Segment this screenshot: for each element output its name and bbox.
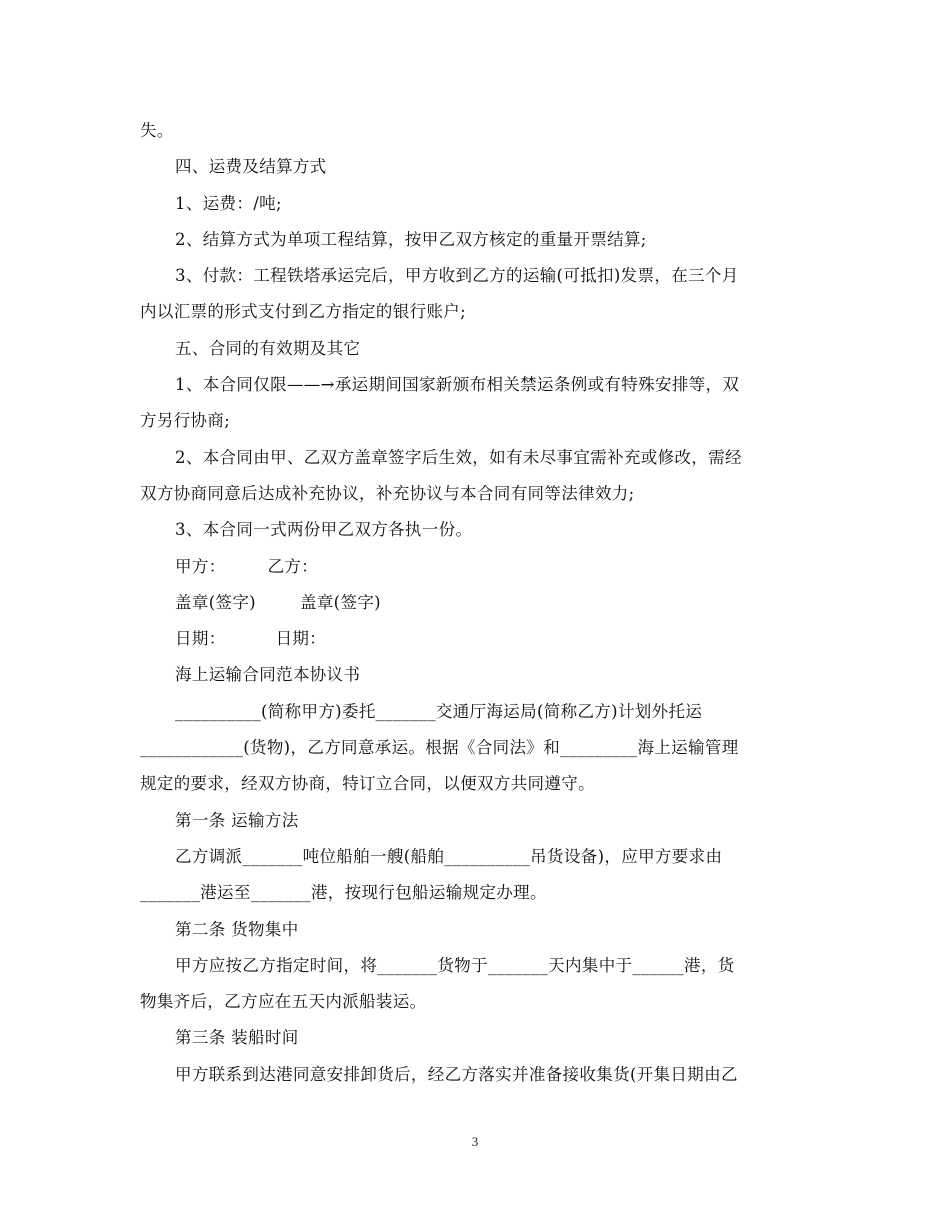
article-heading: 第三条 装船时间	[175, 1028, 299, 1048]
text-line: 甲方应按乙方指定时间，将_______货物于_______天内集中于______港，货	[175, 955, 735, 975]
signature-date-row	[140, 621, 805, 657]
text-line: 甲方联系到达港同意安排卸货后，经乙方落实并准备接收集货(开集日期由乙	[175, 1064, 738, 1084]
date-a-label: 日期：	[175, 629, 226, 649]
section-heading: 五、合同的有效期及其它	[175, 338, 361, 358]
text-line: 内以汇票的形式支付到乙方指定的银行账户;	[140, 302, 467, 322]
text-line: 1、本合同仅限——→承运期间国家新颁布相关禁运条例或有特殊安排等，双	[175, 375, 740, 395]
document-title: 海上运输合同范本协议书	[175, 665, 361, 685]
text-line: 2、结算方式为单项工程结算，按甲乙双方核定的重量开票结算;	[175, 229, 647, 249]
text-line: 3、本合同一式两份甲乙双方各执一份。	[175, 520, 473, 540]
article-heading: 第二条 货物集中	[175, 919, 299, 939]
seal-b-label: 盖章(签字)	[299, 592, 381, 612]
date-b-label: 日期：	[275, 629, 327, 649]
signature-seal-row	[140, 585, 805, 621]
text-line: 1、运费：/吨;	[175, 193, 282, 213]
text-line: 失。	[140, 121, 174, 140]
text-line: 物集齐后，乙方应在五天内派船装运。	[140, 992, 427, 1012]
text-line: 2、本合同由甲、乙双方盖章签字后生效，如有未尽事宜需补充或修改，需经	[175, 447, 742, 467]
text-line: __________(简称甲方)委托_______交通厅海运局(简称乙方)计划外托运	[175, 701, 703, 721]
section-heading: 四、运费及结算方式	[175, 157, 327, 177]
text-line: 双方协商同意后达成补充协议，补充协议与本合同有同等法律效力;	[140, 483, 635, 503]
text-line: _______港运至_______港，按现行包船运输规定办理。	[140, 883, 547, 903]
party-b-label: 乙方：	[267, 556, 319, 576]
text-line: 3、付款：工程铁塔承运完后，甲方收到乙方的运输(可抵扣)发票，在三个月	[175, 266, 739, 286]
text-line: 乙方调派_______吨位船舶一艘(船舶__________吊货设备)，应甲方要求由	[175, 846, 723, 866]
document-body	[140, 113, 805, 1093]
signature-party-row	[140, 549, 805, 585]
page-number: 3	[471, 1134, 479, 1149]
seal-a-label: 盖章(签字)	[175, 592, 256, 612]
text-line: ____________(货物)，乙方同意承运。根据《合同法》和_________海上运输管理	[140, 738, 739, 758]
party-a-label: 甲方：	[175, 556, 226, 576]
text-line: 规定的要求，经双方协商，特订立合同，以便双方共同遵守。	[140, 774, 595, 794]
text-line: 方另行协商;	[140, 411, 231, 431]
article-heading: 第一条 运输方法	[175, 810, 299, 830]
